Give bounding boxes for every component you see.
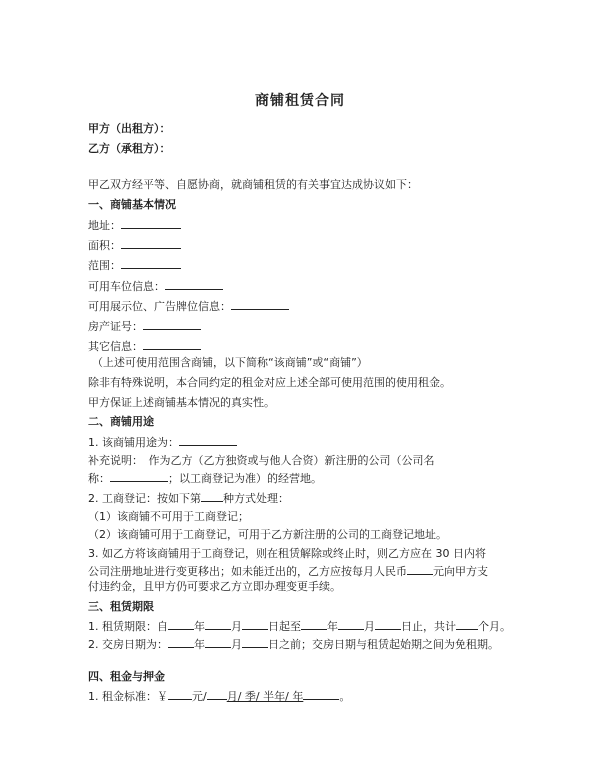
start-month-unit: 月 — [231, 620, 242, 633]
scope-field — [88, 258, 181, 273]
handover-year-blank — [168, 637, 194, 648]
section-2-heading: 二、商铺用途 — [88, 415, 154, 428]
rent-scope-paragraph: 除非有特殊说明，本合同约定的租金对应上述全部可使用范围的使用租金。 — [88, 376, 451, 389]
parking-blank — [165, 279, 223, 290]
parking-field — [88, 279, 223, 294]
total-months-unit: 个月。 — [478, 620, 511, 633]
relocation-tail: 元向甲方支 — [433, 565, 488, 578]
section-3-heading: 三、租赁期限 — [88, 600, 154, 613]
intro-paragraph: 甲乙双方经平等、自愿协商，就商铺租赁的有关事宜达成协议如下： — [88, 178, 418, 191]
party-a-label: 甲方（出租方）： — [88, 122, 171, 135]
start-day-unit: 日起至 — [268, 620, 301, 633]
registration-blank — [201, 491, 223, 502]
end-year-blank — [301, 619, 327, 630]
handover-month-unit: 月 — [231, 638, 242, 651]
usage-blank — [179, 435, 237, 446]
other-label: 其它信息： — [88, 340, 143, 353]
handover-day-blank — [242, 637, 268, 648]
relocation-line-2 — [88, 564, 488, 579]
handover-year-unit: 年 — [194, 638, 205, 651]
usage-field — [88, 435, 237, 450]
area-blank — [121, 238, 181, 249]
handover-month-blank — [205, 637, 231, 648]
supplement-tail: ；以工商登记为准）的经营地。 — [168, 472, 322, 485]
handover-tail: 日之前；交房日期与租赁起始期之间为免租期。 — [268, 638, 499, 651]
display-blank — [231, 299, 289, 310]
scope-note: （上述可使用范围含商铺，以下简称“该商铺”或“商铺”） — [92, 356, 368, 369]
cert-label: 房产证号： — [88, 320, 143, 333]
registration-option-2: （2）该商铺可用于工商登记，可用于乙方新注册的公司的工商登记地址。 — [88, 528, 447, 541]
section-4-heading: 四、租金与押金 — [88, 670, 165, 683]
area-field — [88, 238, 181, 253]
parking-label: 可用车位信息： — [88, 280, 165, 293]
contract-title: 商铺租赁合同 — [255, 93, 345, 109]
guarantee-paragraph: 甲方保证上述商铺基本情况的真实性。 — [88, 396, 275, 409]
penalty-amount-blank — [407, 564, 433, 575]
supplement-name-label: 称： — [88, 472, 110, 485]
start-month-blank — [205, 619, 231, 630]
other-field — [88, 339, 201, 354]
rent-standard-line — [88, 689, 350, 704]
end-month-blank — [338, 619, 364, 630]
section-1-heading: 一、商铺基本情况 — [88, 198, 176, 211]
address-blank — [121, 218, 181, 229]
end-month-unit: 月 — [364, 620, 375, 633]
lease-term-label: 1. 租赁期限：自 — [88, 620, 168, 633]
usage-label: 1. 该商铺用途为： — [88, 436, 179, 449]
display-label: 可用展示位、广告牌位信息： — [88, 300, 231, 313]
scope-label: 范围： — [88, 259, 121, 272]
address-label: 地址： — [88, 219, 121, 232]
start-year-blank — [168, 619, 194, 630]
party-b-label: 乙方（承租方）： — [88, 142, 171, 155]
rent-period-options: 月/ 季/ 半年/ 年 — [226, 690, 304, 703]
registration-option-1: （1）该商铺不可用于工商登记； — [88, 510, 249, 523]
end-year-unit: 年 — [327, 620, 338, 633]
scope-blank — [121, 258, 181, 269]
cert-blank — [143, 319, 201, 330]
lease-term-line — [88, 619, 511, 634]
cert-field — [88, 319, 201, 334]
rent-line-end: 。 — [339, 690, 351, 703]
rent-amount-blank — [168, 689, 192, 700]
rent-period-trailing-blank — [303, 689, 339, 700]
other-blank — [143, 339, 201, 350]
relocation-line-1: 3. 如乙方将该商铺用于工商登记，则在租赁解除或终止时，则乙方应在 30 日内将 — [88, 547, 486, 560]
display-field — [88, 299, 289, 314]
area-label: 面积： — [88, 239, 121, 252]
start-day-blank — [242, 619, 268, 630]
company-name-blank — [110, 471, 168, 482]
rent-standard-label: 1. 租金标准：￥ — [88, 690, 168, 703]
end-day-unit: 日止，共计 — [401, 620, 456, 633]
registration-label: 2. 工商登记：按如下第 — [88, 492, 201, 505]
total-months-blank — [456, 619, 478, 630]
registration-field — [88, 491, 289, 506]
start-year-unit: 年 — [194, 620, 205, 633]
rent-unit: 元/ — [192, 690, 207, 703]
relocation-label: 公司注册地址进行变更移出；如未能迁出的，乙方应按每月人民币 — [88, 565, 407, 578]
handover-line — [88, 637, 499, 652]
address-field — [88, 218, 181, 233]
rent-period-blank — [207, 689, 227, 700]
supplement-line-2 — [88, 471, 322, 486]
supplement-line-1: 补充说明： 作为乙方（乙方独资或与他人合资）新注册的公司（公司名 — [88, 454, 435, 467]
registration-tail: 种方式处理： — [223, 492, 289, 505]
relocation-line-3: 付违约金，且甲方仍可要求乙方立即办理变更手续。 — [88, 580, 341, 593]
end-day-blank — [375, 619, 401, 630]
handover-label: 2. 交房日期为： — [88, 638, 168, 651]
